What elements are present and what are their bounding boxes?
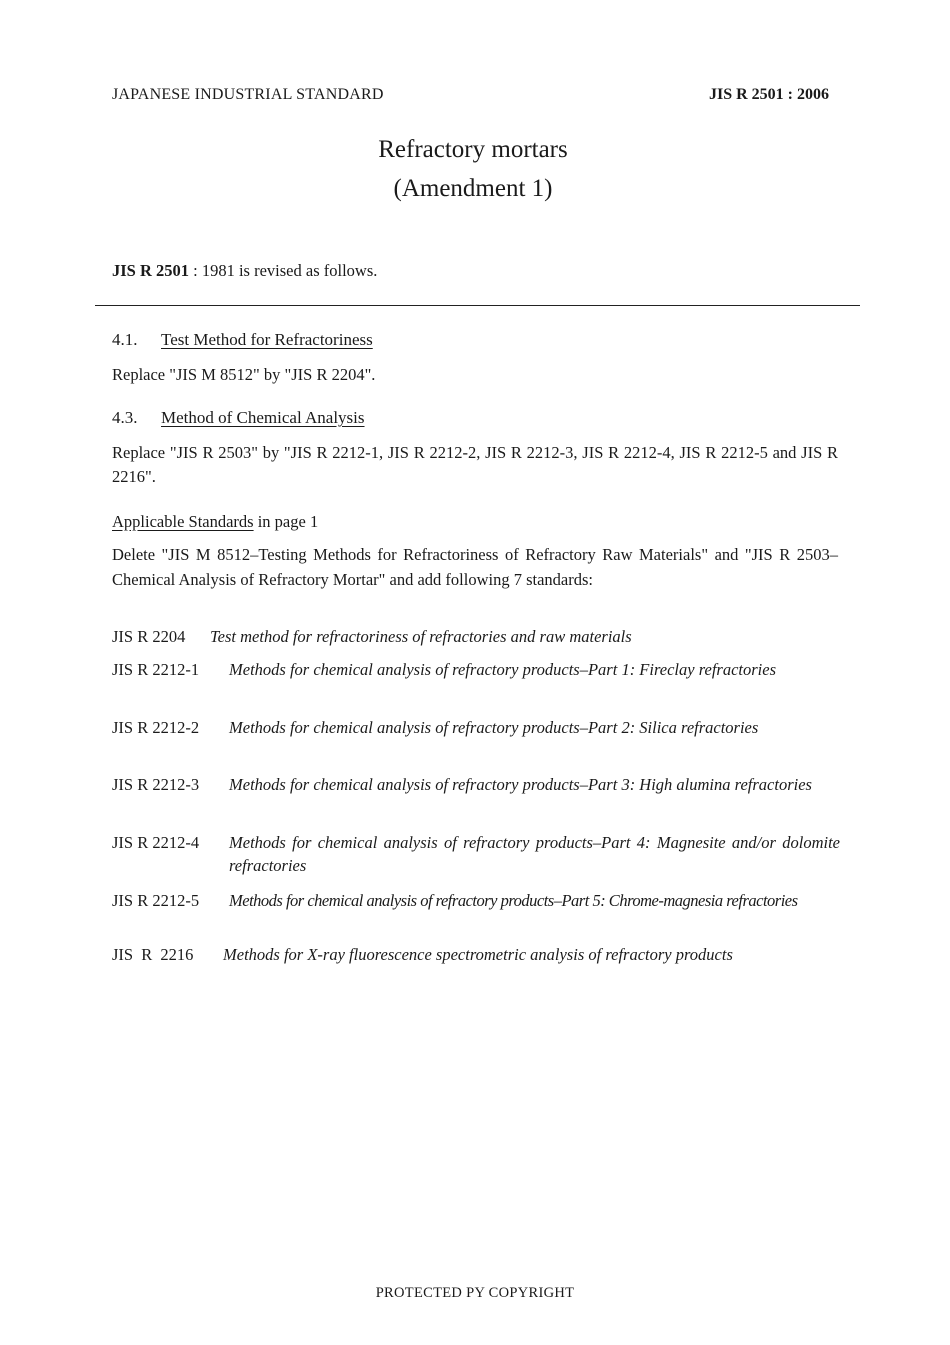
intro-statement (112, 261, 377, 281)
standard-code: JIS R 2204 (112, 627, 186, 646)
section-body-4-1: Replace "JIS M 8512" by "JIS R 2204". (112, 365, 376, 384)
section-number: 4.3. (112, 408, 138, 427)
standard-title: Methods for chemical analysis of refractory products–Part 3: High alumina refractories (229, 775, 812, 794)
standard-code: JIS R 2212-3 (112, 775, 200, 794)
horizontal-rule (95, 305, 860, 306)
section-heading-4-1 (112, 330, 373, 350)
standard-entry (112, 625, 840, 649)
standard-entry (112, 889, 840, 937)
document-subtitle: (Amendment 1) (393, 175, 553, 202)
standard-code: JIS R 2212-2 (112, 718, 200, 737)
intro-text: : 1981 is revised as follows. (189, 261, 378, 280)
copyright-footer: PROTECTED PY COPYRIGHT (375, 1285, 575, 1301)
applicable-standards-body: Delete "JIS M 8512–Testing Methods for Refractoriness of Refractory Raw Materials" and "JIS R 2503–Chemical Analysis of Refractory Mortar" and add following 7 standards: (112, 545, 838, 589)
standard-title: Test method for refractoriness of refractories and raw materials (210, 627, 632, 646)
intro-code: JIS R 2501 (112, 261, 190, 280)
header-standard-number: JIS R 2501 : 2006 (708, 86, 829, 103)
section-body-4-3: Replace "JIS R 2503" by "JIS R 2212-1, JIS R 2212-2, JIS R 2212-3, JIS R 2212-4, JIS R 2212-5 and JIS R 2216". (112, 443, 838, 486)
document-title: Refractory mortars (378, 136, 568, 163)
standard-entry (112, 773, 840, 821)
standard-title: Methods for chemical analysis of refractory products–Part 2: Silica refractories (229, 718, 759, 737)
standard-entry (112, 658, 840, 706)
section-number: 4.1. (112, 330, 138, 349)
standard-entry (112, 943, 840, 991)
applicable-standards-title: Applicable Standards (112, 512, 254, 531)
standard-code: JIS R 2212-4 (112, 833, 200, 852)
section-title: Method of Chemical Analysis (161, 408, 365, 427)
applicable-standards-suffix: in page 1 (253, 512, 319, 531)
section-title: Test Method for Refractoriness (161, 330, 373, 349)
standard-title: Methods for chemical analysis of refractory products–Part 1: Fireclay refractories (229, 660, 777, 679)
section-heading-4-3 (112, 408, 365, 428)
standard-code: JIS R 2212-5 (112, 891, 200, 910)
applicable-standards-heading (112, 510, 838, 534)
standard-code: JIS R 2216 (112, 945, 194, 964)
standard-entry (112, 831, 840, 879)
standard-title: Methods for X-ray fluorescence spectrometric analysis of refractory products (223, 945, 733, 964)
standard-code: JIS R 2212-1 (112, 660, 200, 679)
standard-title: Methods for chemical analysis of refractory products–Part 4: Magnesite and/or dolomite refractories (229, 833, 840, 875)
standard-entry (112, 716, 840, 764)
standard-title: Methods for chemical analysis of refractory products–Part 5: Chrome-magnesia refractories (229, 891, 798, 910)
header-standard-label: JAPANESE INDUSTRIAL STANDARD (112, 86, 384, 103)
